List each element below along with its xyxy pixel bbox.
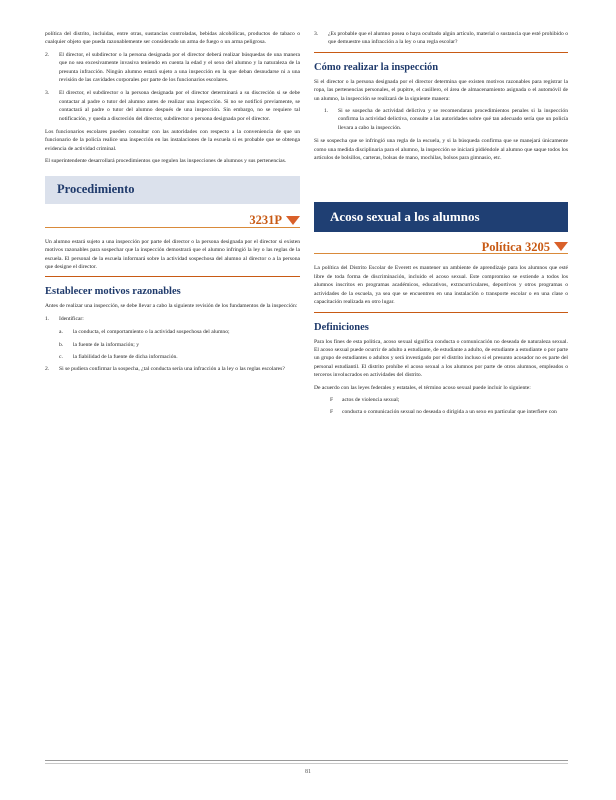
- sub-letter: c.: [59, 353, 63, 360]
- definitions-paragraph-2: De acuerdo con las leyes federales y estatales, el término acoso sexual puede incluir lo siguiente:: [314, 384, 531, 391]
- policy-code-line: [314, 239, 568, 254]
- triangle-down-icon: [286, 216, 300, 225]
- item-text: Si se sospecha de actividad delictiva y se recomendaran procedimientos penales si la inspección confirma la actividad delictiva, consulte a las autoridades sobre qué tan adecuado sería que un policía llevara a cabo la inspección.: [338, 108, 568, 131]
- policy-paragraph: La política del Distrito Escolar de Everett es mantener un ambiente de aprendizaje para los alumnos que esté libre de toda forma de discriminación, incluido el acoso sexual. Este compromiso se extiende a todos los alumnos inscritos en programas académicos, educativos, extracurriculares, deportivos y otros programas o actividades de la escuela, ya sea que se encuentren en una instalación o transporte escolar o en una clase o capacitación realizada en otro lugar.: [314, 265, 568, 306]
- sub-item: [59, 328, 300, 336]
- como-paragraph-2: Si se sospecha que se infringió una regla de la escuela, y si la búsqueda confirma que se manejará únicamente como una medida disciplinaria para el alumno, la inspección se iniciará pidiéndole al alumno que saque todos los artículos de bolsillos, carteras, bolsas de mano, mochilas, bolsos para gimnasio, etc.: [314, 138, 568, 162]
- como-paragraph: Si el director o la persona designada por el director determina que existen motivos razonables para registrar la ropa, las pertenencias personales, el pupitre, el casillero, el área de almacenamiento asignada o el automóvil de un alumno, la inspección se realizará de la siguiente manera:: [314, 78, 568, 102]
- item-number: 2.: [45, 366, 50, 373]
- policy-code: Política 3205: [481, 239, 550, 254]
- item-number: 1.: [45, 315, 50, 322]
- acoso-heading: Acoso sexual a los alumnos: [330, 209, 480, 225]
- list-item: [45, 365, 300, 373]
- left-column: [45, 30, 300, 379]
- item-number: 1.: [324, 108, 329, 115]
- item-text: El director, el subdirector o la persona designada por el director deberá realizar búsquedas de una manera que no sea excesivamente invasiva teniendo en cuenta la edad y el sexo del alumno y la naturaleza de la presunta infracción. Ningún alumno estará sujeto a una inspección en la que deban desnudarse ni a una revisión de las cavidades corporales por parte de los funcionarios escolares.: [59, 51, 300, 84]
- sub-letter: b.: [59, 341, 64, 348]
- item-number: 3.: [314, 31, 319, 37]
- bullet-icon: F: [330, 409, 334, 416]
- paragraph-consult: Los funcionarios escolares pueden consultar con las autoridades con respecto a la conveniencia de que un funcionario de la policía realice una inspección en las instalaciones de la escuela si es probable que se obtenga evidencia de actividad criminal.: [45, 129, 300, 152]
- heading-motivos: Establecer motivos razonables: [45, 286, 181, 298]
- bullet-icon: F: [330, 396, 334, 403]
- procedimiento-heading-box: [45, 176, 300, 204]
- page-number: 81: [305, 769, 311, 775]
- list-item: [324, 107, 568, 132]
- list-item: [45, 89, 300, 123]
- paragraph-superintendent: El superintendente desarrollará procedimientos que regulen las inspecciones de alumnos y sus pertenencias.: [45, 158, 287, 165]
- bullet-text: conducta o comunicación sexual no deseada o dirigida a un sexo en particular que interfiere con: [342, 409, 557, 416]
- heading-como-realizar: Cómo realizar la inspección: [314, 61, 439, 73]
- definitions-paragraph: Para los fines de esta política, acoso sexual significa conducta o comunicación no deseada de naturaleza sexual. El acoso sexual puede ocurrir de adulto a estudiante, de estudiante a adulto, de estudiante a estudiante o por parte un grupo de estudiantes o adultos y será investigado por el distrito incluso si el presunto acosador no es parte del personal estudiantil. El distrito prohíbe el acoso sexual a los alumnos por parte de otros alumnos, empleados o terceros involucrados en actividades del distrito.: [314, 338, 568, 379]
- sub-text: la conducta, el comportamiento o la actividad sospechosa del alumno;: [73, 329, 230, 336]
- sub-text: la fiabilidad de la fuente de dicha información.: [73, 353, 178, 360]
- item-text: Identificar:: [59, 315, 84, 322]
- sub-text: la fuente de la información; y: [73, 341, 140, 348]
- acoso-heading-box: [314, 202, 568, 232]
- item-number: 3.: [45, 90, 50, 97]
- procedure-code-line: [45, 212, 300, 228]
- list-item: [314, 30, 568, 47]
- list-item: [45, 51, 300, 85]
- heading-definiciones: Definiciones: [314, 321, 369, 333]
- right-column: [314, 30, 568, 421]
- section-divider: [314, 312, 568, 313]
- sub-letter: a.: [59, 329, 63, 336]
- section-divider: [45, 276, 300, 277]
- sub-item: [59, 353, 300, 361]
- procedimiento-heading: Procedimiento: [57, 182, 135, 197]
- list-item: [45, 315, 300, 323]
- bullet-text: actos de violencia sexual;: [342, 396, 400, 403]
- motivos-intro: Antes de realizar una inspección, se debe llevar a cabo la siguiente revisión de los fundamentos de la inspección:: [45, 303, 298, 310]
- item-text: El director, el subdirector o la persona designada por el director determinará a su discreción si se debe contactar al padre o tutor del alumno antes de realizar una inspección. Si no se notificó previamente, se contactará al padre o tutor del alumno después de una inspección. Sin embargo, no se requiere tal notificación, y queda a discreción del director, subdirector o persona designada por el director.: [59, 90, 300, 122]
- footer-rule-secondary: [45, 763, 568, 764]
- triangle-down-icon: [554, 242, 568, 251]
- footer-rule: [45, 760, 568, 761]
- bullet-item: [330, 408, 568, 416]
- item-text: ¿Es probable que el alumno posea o haya ocultado algún artículo, material o sustancia que esté prohibido o que demuestre una infracción a la ley o una regla escolar?: [328, 31, 568, 46]
- procedure-code: 3231P: [249, 212, 282, 227]
- bullet-item: [330, 396, 568, 404]
- item-text: Si se pudiera confirmar la sospecha, ¿tal conducta sería una infracción a la ley o las reglas escolares?: [59, 366, 285, 373]
- section-divider: [314, 52, 568, 53]
- sub-item: [59, 341, 300, 349]
- procedure-paragraph: Un alumno estará sujeto a una inspección por parte del director o la persona designada por el director si existen motivos razonables para sospechar que la inspección demostrará que el alumno infringió la ley o las reglas de la escuela. El personal de la escuela informará sobre la actividad sospechosa del alumno al director o a la persona que designe el director.: [45, 238, 300, 270]
- item-number: 2.: [45, 51, 50, 58]
- intro-paragraph: política del distrito, incluidas, entre otras, sustancias controladas, bebidas alcohólicas, productos de tabaco o cualquier objeto que pueda razonablemente ser considerado un arma de fuego o un arma peligrosa.: [45, 31, 300, 46]
